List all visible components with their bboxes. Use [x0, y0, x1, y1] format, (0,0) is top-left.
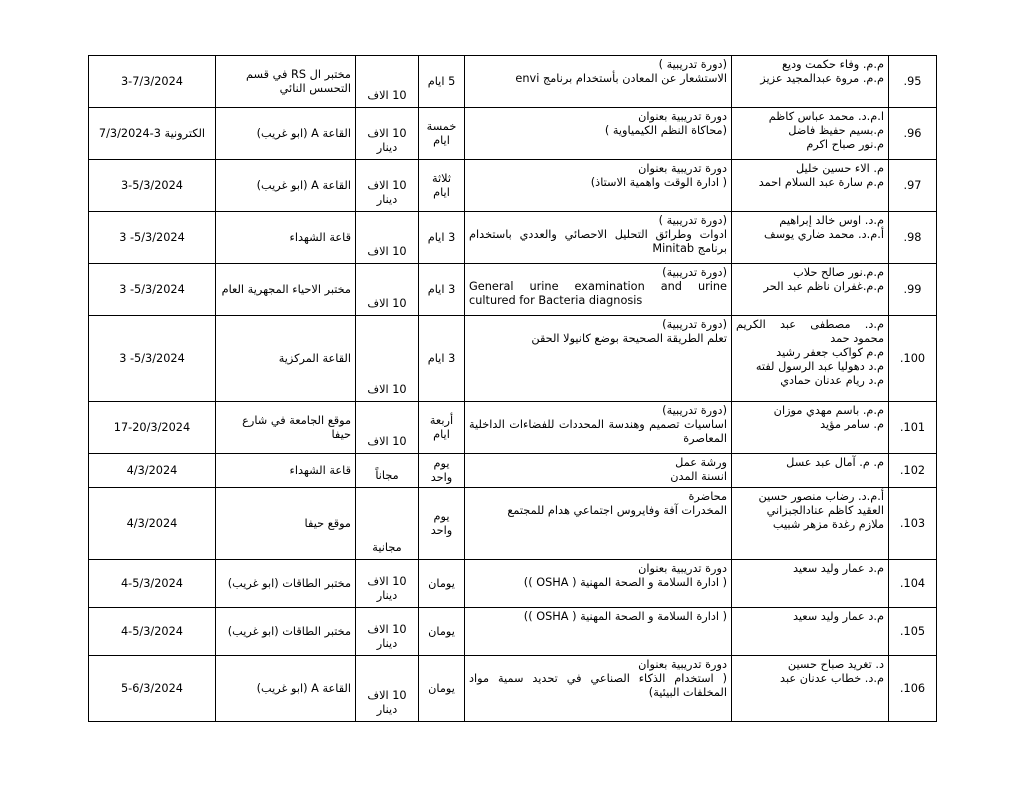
instructors-cell — [732, 608, 889, 656]
cost: 10 الاف دينار — [367, 623, 407, 650]
location: قاعة الشهداء — [289, 463, 351, 477]
cost: 10 الاف — [367, 383, 407, 396]
date: الكترونية 3-7/3/2024 — [98, 126, 206, 140]
course-title-cell — [465, 608, 732, 656]
cost-cell — [356, 108, 419, 160]
location-cell — [216, 454, 356, 488]
instructor-name: م. م. آمال عبد عسل — [786, 456, 884, 469]
instructor-name: م.م. باسم مهدي موزان — [773, 404, 884, 417]
date: 4-5/3/2024 — [120, 576, 183, 590]
duration: 3 ايام — [427, 351, 456, 365]
instructor-name: م.م. مروة عبدالمجيد عزيز — [760, 72, 884, 85]
course-type: محاضرة — [688, 490, 727, 503]
location: مختبر الاحياء المجهرية العام — [221, 282, 351, 296]
date: 3 -5/3/2024 — [119, 230, 185, 244]
location: القاعة المركزية — [278, 351, 351, 365]
instructor-name: العقيد كاظم عنادالجبزاني — [766, 504, 884, 517]
date-cell — [89, 316, 216, 402]
course-title-cell — [465, 560, 732, 608]
date: 3 -5/3/2024 — [119, 282, 185, 296]
course-title: ( ادارة الوقت واهمية الاستاذ) — [590, 176, 727, 189]
instructors-cell — [732, 656, 889, 722]
duration-cell — [419, 402, 465, 454]
cost-cell — [356, 56, 419, 108]
duration: يومان — [428, 624, 455, 638]
course-title: ( استخدام الذكاء الصناعي في تحديد سمية مواد المخلفات البيئية) — [469, 672, 727, 699]
row-number: .102 — [899, 463, 926, 477]
date-cell — [89, 108, 216, 160]
row-number-cell — [889, 316, 937, 402]
duration-cell — [419, 656, 465, 722]
duration-cell — [419, 264, 465, 316]
instructor-name: م.بسيم حفيظ فاضل — [788, 124, 884, 137]
cost: 10 الاف — [367, 245, 407, 258]
course-title: انسنة المدن — [670, 470, 727, 483]
location: موقع حيفا — [304, 516, 351, 530]
duration-cell — [419, 454, 465, 488]
cost-cell — [356, 160, 419, 212]
document-page — [88, 55, 936, 722]
row-number-cell — [889, 402, 937, 454]
instructor-name: م.م.نور صالح حلاب — [793, 266, 884, 279]
course-type: دورة تدريبية بعنوان — [638, 658, 727, 671]
date: 3-5/3/2024 — [120, 178, 183, 192]
date-cell — [89, 488, 216, 560]
course-title: الاستشعار عن المعادن بأستخدام برنامج envi — [515, 72, 727, 85]
location-cell — [216, 160, 356, 212]
date: 4/3/2024 — [126, 463, 178, 477]
row-number: .101 — [899, 420, 926, 434]
location-cell — [216, 656, 356, 722]
table-row — [89, 402, 937, 454]
date-cell — [89, 160, 216, 212]
row-number-cell — [889, 264, 937, 316]
course-title: ( ادارة السلامة و الصحة المهنية ( OSHA )) — [523, 576, 727, 589]
date: 17-20/3/2024 — [113, 420, 191, 434]
table-row — [89, 656, 937, 722]
location-cell — [216, 488, 356, 560]
row-number: .103 — [899, 516, 926, 530]
instructors-cell — [732, 454, 889, 488]
cost-cell — [356, 316, 419, 402]
duration: يومان — [428, 681, 455, 695]
instructor-name: م.م. وفاء حكمت وديع — [781, 58, 884, 71]
course-type: (دورة تدريبية) — [662, 404, 727, 417]
course-title: (محاكاة النظم الكيمياوية ) — [604, 124, 727, 137]
cost-cell — [356, 656, 419, 722]
instructors-cell — [732, 560, 889, 608]
course-title-cell — [465, 488, 732, 560]
location: القاعة A (ابو غريب) — [256, 126, 351, 140]
cost: مجاناً — [375, 469, 399, 482]
cost-cell — [356, 560, 419, 608]
date: 4/3/2024 — [126, 516, 178, 530]
courses-table — [88, 55, 937, 722]
location: القاعة A (ابو غريب) — [256, 178, 351, 192]
instructor-name: ملازم رغدة مزهر شبيب — [772, 518, 884, 531]
table-row — [89, 608, 937, 656]
table-row — [89, 488, 937, 560]
date-cell — [89, 656, 216, 722]
instructors-cell — [732, 402, 889, 454]
instructor-name: م.نور صباح اكرم — [806, 138, 884, 151]
date-cell — [89, 402, 216, 454]
instructor-name: م.م.غفران ناظم عبد الحر — [763, 280, 884, 293]
date-cell — [89, 212, 216, 264]
location-cell — [216, 560, 356, 608]
course-title: المخدرات آفة وفايروس اجتماعي هدام للمجتمع — [507, 504, 727, 517]
duration: 3 ايام — [427, 230, 456, 244]
row-number-cell — [889, 656, 937, 722]
location: القاعة A (ابو غريب) — [256, 681, 351, 695]
cost-cell — [356, 212, 419, 264]
row-number-cell — [889, 488, 937, 560]
location: مختبر الطاقات (ابو غريب) — [227, 576, 351, 590]
location-cell — [216, 56, 356, 108]
duration: 3 ايام — [427, 282, 456, 296]
date: 3-7/3/2024 — [120, 74, 183, 88]
instructor-name: م.د. خطاب عدنان عبد — [780, 672, 884, 685]
table-row — [89, 454, 937, 488]
table-row — [89, 56, 937, 108]
date-cell — [89, 454, 216, 488]
table-row — [89, 560, 937, 608]
location: مختبر ال RS في قسم التحسس النائي — [246, 67, 351, 95]
instructors-cell — [732, 212, 889, 264]
course-title: اساسيات تصميم وهندسة المحددات للفضاءات الداخلية المعاصرة — [469, 418, 727, 445]
course-type: (دورة تدريبية) — [662, 266, 727, 279]
instructors-cell — [732, 108, 889, 160]
course-type: دورة تدريبية بعنوان — [638, 162, 727, 175]
cost: مجانية — [372, 541, 402, 554]
row-number: .99 — [903, 282, 922, 296]
course-title-cell — [465, 454, 732, 488]
duration: يوم واحد — [430, 509, 453, 537]
duration: يوم واحد — [430, 456, 453, 484]
course-title: ( ادارة السلامة و الصحة المهنية ( OSHA )) — [523, 610, 727, 623]
instructor-name: أ.م.د. محمد ضاري يوسف — [764, 228, 884, 241]
cost-cell — [356, 402, 419, 454]
cost: 10 الاف دينار — [367, 575, 407, 602]
table-row — [89, 108, 937, 160]
instructor-name: م.د عمار وليد سعيد — [792, 610, 884, 623]
duration-cell — [419, 56, 465, 108]
duration: خمسة ايام — [426, 119, 457, 147]
duration-cell — [419, 608, 465, 656]
course-title-cell — [465, 316, 732, 402]
table-row — [89, 212, 937, 264]
duration-cell — [419, 560, 465, 608]
instructor-name: م. سامر مؤيد — [820, 418, 884, 431]
course-type: دورة تدريبية بعنوان — [638, 110, 727, 123]
date-cell — [89, 560, 216, 608]
cost-cell — [356, 608, 419, 656]
row-number: .106 — [899, 681, 926, 695]
instructors-cell — [732, 160, 889, 212]
instructors-cell — [732, 488, 889, 560]
cost: 10 الاف دينار — [367, 127, 407, 154]
course-title: تعلم الطريقة الصحيحة بوضع كانيولا الحقن — [531, 332, 727, 345]
course-title-cell — [465, 56, 732, 108]
cost: 10 الاف — [367, 297, 407, 310]
location: مختبر الطاقات (ابو غريب) — [227, 624, 351, 638]
duration-cell — [419, 488, 465, 560]
course-title-cell — [465, 656, 732, 722]
cost: 10 الاف — [367, 435, 407, 448]
duration: يومان — [428, 576, 455, 590]
instructor-name: ا.م.د. محمد عباس كاظم — [768, 110, 884, 123]
course-type: دورة تدريبية بعنوان — [638, 562, 727, 575]
date-cell — [89, 264, 216, 316]
duration-cell — [419, 212, 465, 264]
course-type: (دورة تدريبية) — [662, 318, 727, 331]
instructor-name: أ.م.د. رضاب منصور حسين — [758, 490, 884, 503]
row-number-cell — [889, 108, 937, 160]
course-type: ورشة عمل — [675, 456, 727, 469]
row-number: .98 — [903, 230, 922, 244]
location-cell — [216, 608, 356, 656]
cost-cell — [356, 488, 419, 560]
row-number: .96 — [903, 126, 922, 140]
row-number-cell — [889, 56, 937, 108]
location-cell — [216, 316, 356, 402]
duration: ثلاثة ايام — [431, 171, 452, 199]
row-number: .104 — [899, 576, 926, 590]
table-body — [89, 56, 937, 722]
duration-cell — [419, 160, 465, 212]
cost-cell — [356, 454, 419, 488]
duration: أربعة ايام — [429, 413, 454, 441]
row-number-cell — [889, 212, 937, 264]
date-cell — [89, 56, 216, 108]
instructors-cell — [732, 264, 889, 316]
instructor-name: م.د. اوس خالد إبراهيم — [779, 214, 884, 227]
instructors-cell — [732, 56, 889, 108]
location-cell — [216, 264, 356, 316]
course-title-cell — [465, 264, 732, 316]
row-number: .105 — [899, 624, 926, 638]
row-number: .100 — [899, 351, 926, 365]
course-title: ادوات وطرائق التحليل الاحصائي والعددي باستخدام برنامج Minitab — [469, 228, 727, 255]
location: موقع الجامعة في شارع حيفا — [242, 413, 351, 441]
table-row — [89, 316, 937, 402]
date: 4-5/3/2024 — [120, 624, 183, 638]
date: 3 -5/3/2024 — [119, 351, 185, 365]
course-title: General urine examination and urine cultured for Bacteria diagnosis — [469, 280, 727, 307]
date: 5-6/3/2024 — [120, 681, 183, 695]
course-type: (دورة تدريبية ) — [658, 214, 727, 227]
course-title-cell — [465, 402, 732, 454]
table-row — [89, 160, 937, 212]
course-type: (دورة تدريبية ) — [658, 58, 727, 71]
instructor-name: م.د ريام عدنان حمادي — [780, 374, 884, 387]
duration-cell — [419, 316, 465, 402]
row-number-cell — [889, 454, 937, 488]
instructor-name: م.د دهوليا عبد الرسول لفته — [755, 360, 884, 373]
course-title-cell — [465, 160, 732, 212]
course-title-cell — [465, 108, 732, 160]
row-number: .97 — [903, 178, 922, 192]
instructor-name: م. الاء حسين خليل — [795, 162, 884, 175]
row-number-cell — [889, 160, 937, 212]
cost: 10 الاف — [367, 89, 407, 102]
instructors-cell — [732, 316, 889, 402]
instructor-name: د. تغريد صباح حسين — [787, 658, 884, 671]
row-number-cell — [889, 608, 937, 656]
table-row — [89, 264, 937, 316]
instructor-name: م.د. مصطفى عبد الكريم محمود حمد — [736, 318, 884, 345]
duration-cell — [419, 108, 465, 160]
row-number: .95 — [903, 74, 922, 88]
location-cell — [216, 212, 356, 264]
instructor-name: م.م كواكب جعفر رشيد — [776, 346, 884, 359]
duration: 5 ايام — [427, 74, 456, 88]
cost: 10 الاف دينار — [367, 689, 407, 716]
instructor-name: م.م سارة عبد السلام احمد — [758, 176, 884, 189]
instructor-name: م.د عمار وليد سعيد — [792, 562, 884, 575]
date-cell — [89, 608, 216, 656]
cost-cell — [356, 264, 419, 316]
row-number-cell — [889, 560, 937, 608]
location-cell — [216, 108, 356, 160]
course-title-cell — [465, 212, 732, 264]
location-cell — [216, 402, 356, 454]
cost: 10 الاف دينار — [367, 179, 407, 206]
location: قاعة الشهداء — [289, 230, 351, 244]
